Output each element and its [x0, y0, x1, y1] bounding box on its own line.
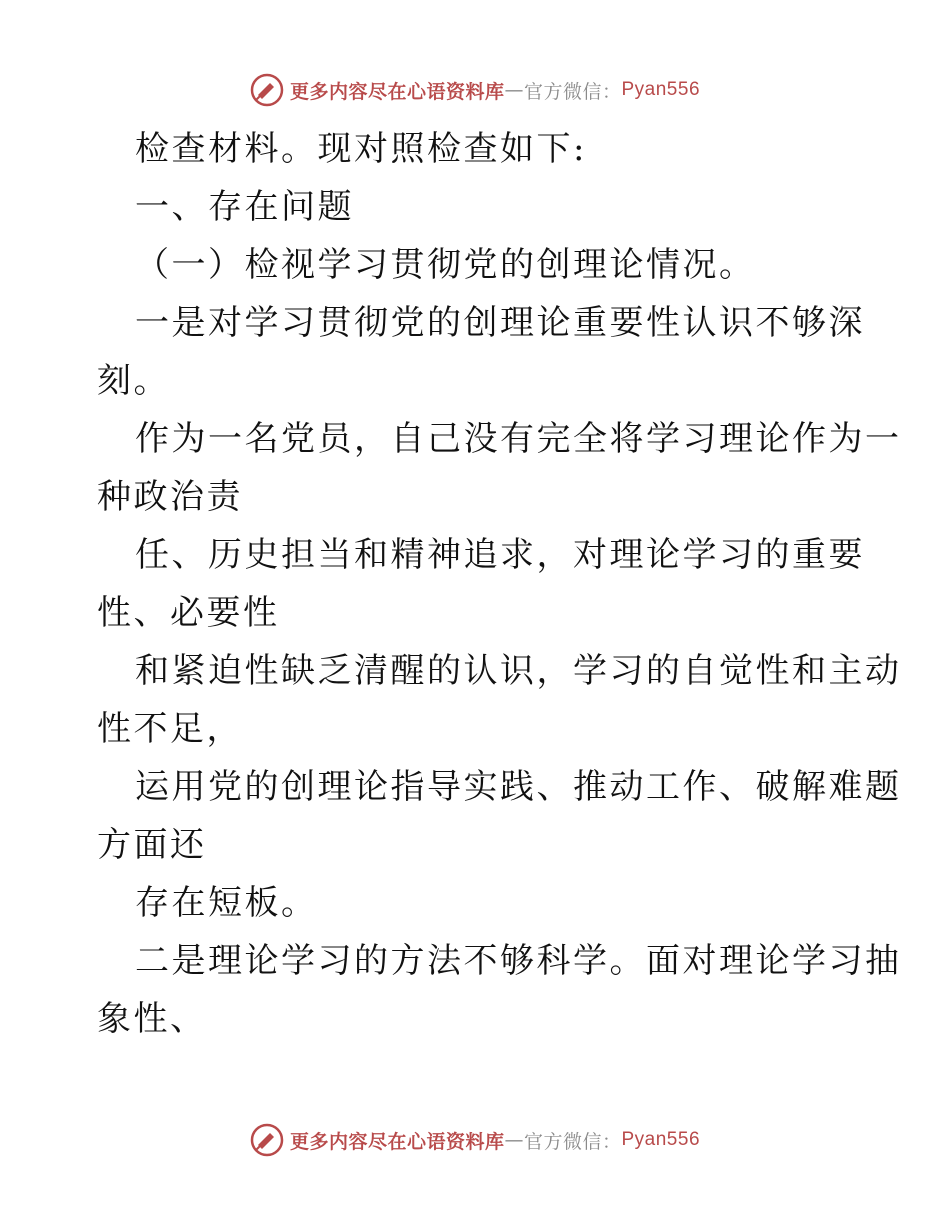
- footer-wechat-id: Pyan556: [621, 1129, 701, 1150]
- header-brand: 更多内容尽在心语资料库: [289, 80, 505, 103]
- text-line: 二是理论学习的方法不够科学。面对理论学习抽: [135, 941, 902, 981]
- text-line: 方面还: [97, 825, 207, 865]
- header-wechat-label: 官方微信：: [523, 80, 622, 103]
- text-line: 种政治责: [97, 477, 243, 517]
- footer-brand: 更多内容尽在心语资料库: [289, 1130, 505, 1153]
- text-line: 和紧迫性缺乏清醒的认识，学习的自觉性和主动: [135, 651, 902, 691]
- book-pen-icon: [250, 1123, 284, 1157]
- text-line: 运用党的创理论指导实践、推动工作、破解难题: [135, 767, 902, 807]
- text-line: 检查材料。现对照检查如下:: [135, 129, 587, 169]
- text-line: （一）检视学习贯彻党的创理论情况。: [135, 245, 756, 285]
- header-wechat-id: Pyan556: [621, 79, 701, 100]
- footer-banner: [0, 1120, 950, 1160]
- text-line: 一是对学习贯彻党的创理论重要性认识不够深: [135, 303, 865, 343]
- text-line: 存在短板。: [135, 883, 318, 923]
- header-separator: —: [504, 79, 524, 101]
- text-line: 一、存在问题: [135, 187, 354, 227]
- footer-wechat-label: 官方微信：: [523, 1130, 622, 1153]
- text-line: 任、历史担当和精神追求，对理论学习的重要: [135, 535, 865, 575]
- book-pen-icon: [250, 73, 284, 107]
- text-line: 性不足，: [97, 709, 243, 749]
- text-line: 性、必要性: [97, 593, 280, 633]
- header-banner: [0, 70, 950, 110]
- text-line: 象性、: [97, 999, 207, 1039]
- text-line: 作为一名党员，自己没有完全将学习理论作为一: [135, 419, 902, 459]
- text-line: 刻。: [97, 361, 170, 401]
- footer-separator: —: [504, 1129, 524, 1151]
